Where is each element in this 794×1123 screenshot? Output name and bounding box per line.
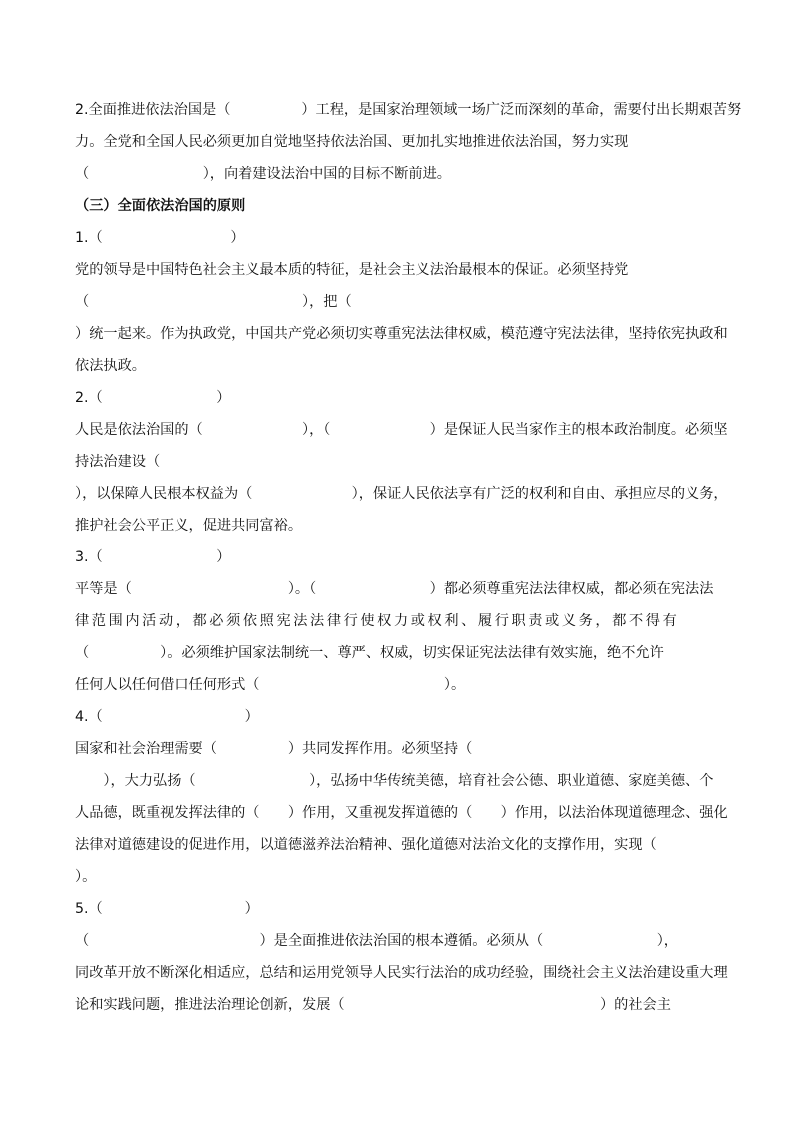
- text-line: 法律对道德建设的促进作用，以道德滋养法治精神、强化道德对法治文化的支撑作用，实现（: [75, 837, 657, 853]
- text-line: 人民是依法治国的（ ），（ ）是保证人民当家作主的根本政治制度。必须坚: [75, 422, 728, 438]
- text-line: 推护社会公平正义，促进共同富裕。: [75, 518, 303, 534]
- text-line: 持法治建设（: [75, 454, 161, 470]
- text-line: 平等是（ ）。（ ）都必须尊重宪法法律权威，都必须在宪法法: [75, 581, 714, 597]
- text-line: （ ）。必须维护国家法制统一、尊严、权威，切实保证宪法法律有效实施，绝不允许: [75, 645, 664, 661]
- item-title: 1.（ ）: [75, 230, 245, 246]
- text-line: 力。全党和全国人民必须更加自觉地坚持依法治国、更加扎实地推进依法治国，努力实现: [75, 134, 629, 150]
- text-line: 论和实践问题，推进法治理论创新，发展（ ）的社会主: [75, 997, 671, 1013]
- text-line: ）。: [75, 869, 97, 885]
- text-line: （ ）是全面推进依法治国的根本遵循。必须从（ ），: [75, 933, 678, 949]
- item-title: 2.（ ）: [75, 390, 231, 406]
- text-line: 依法执政。: [75, 358, 146, 374]
- text-line: 国家和社会治理需要（ ）共同发挥作用。必须坚持（: [75, 741, 473, 757]
- section-heading: （三）全面依法治国的原则: [75, 198, 246, 214]
- text-line: ）统一起来。作为执政党，中国共产党必须切实尊重宪法法律权威，模范遵守宪法法律，坚持依宪执政和: [75, 326, 728, 342]
- text-line: 同改革开放不断深化相适应，总结和运用党领导人民实行法治的成功经验，围绕社会主义法治建设重大理: [75, 965, 728, 981]
- text-line: （ ），向着建设法治中国的目标不断前进。: [75, 166, 451, 182]
- text-line: 任何人以任何借口任何形式（ ）。: [75, 677, 466, 693]
- text-line: 人品德，既重视发挥法律的（ ）作用，又重视发挥道德的（ ）作用，以法治体现道德理念、强化: [75, 805, 728, 821]
- item-title: 5.（ ）: [75, 901, 259, 917]
- text-line: 党的领导是中国特色社会主义最本质的特征，是社会主义法治最根本的保证。必须坚持党: [75, 262, 629, 278]
- text-line: 2.全面推进依法治国是（ ）工程，是国家治理领域一场广泛而深刻的革命，需要付出长期艰苦努: [75, 102, 742, 118]
- text-line: （ ），把（: [75, 294, 352, 310]
- text-line: ），大力弘扬（ ），弘扬中华传统美德，培育社会公德、职业道德、家庭美德、个: [75, 773, 714, 789]
- item-title: 3.（ ）: [75, 549, 231, 565]
- text-line: ），以保障人民根本权益为（ ），保证人民依法享有广泛的权利和自由、承担应尽的义务，: [75, 486, 728, 502]
- text-line: 律范围内活动，都必须依照宪法法律行使权力或权利、履行职责或义务，都不得有: [75, 613, 680, 629]
- item-title: 4.（ ）: [75, 709, 259, 725]
